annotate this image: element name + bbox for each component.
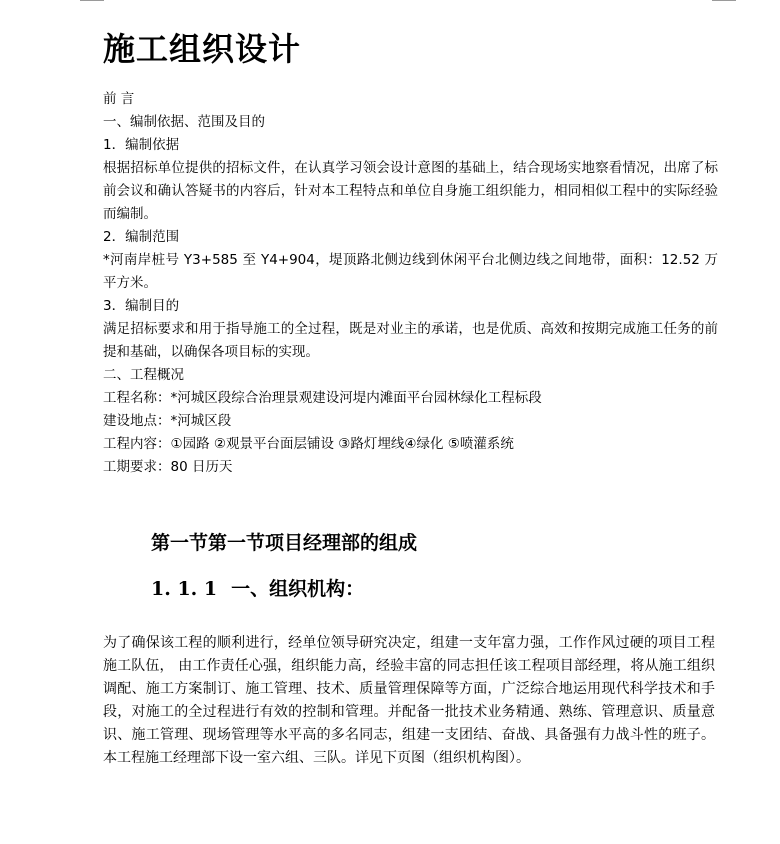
purpose-paragraph: 满足招标要求和用于指导施工的全过程，既是对业主的承诺，也是优质、高效和按期完成施工任务的前提和基础，以确保各项目标的实现。: [103, 321, 718, 360]
organization-paragraph: 为了确保该工程的顺利进行，经单位领导研究决定，组建一支年富力强，工作作风过硬的项目工程施工队伍， 由工作责任心强，组织能力高，经验丰富的同志担任该工程项目部经理，将从施工组织调配、施工方案制订、施工管理、技术、质量管理保障等方面，广泛综合地运用现代科学技术和手段，对施工的全过程进行有效的控制和管理。并配备一批技术业务精通、熟练、管理意识、质量意识、施工管理、现场管理等水平高的多名同志，组建一支团结、奋战、具备强有力战斗性的班子。本工程施工经理部下设一室六组、三队。详见下页图（组织机构图）。: [103, 635, 715, 766]
project-duration: 工期要求：80 日历天: [103, 459, 233, 475]
scope-heading: 2．编制范围: [103, 229, 180, 245]
section-1-heading: 一、编制依据、范围及目的: [103, 114, 265, 130]
basis-heading: 1．编制依据: [103, 137, 180, 153]
preface-heading: 前 言: [103, 91, 135, 107]
intro-block: [103, 88, 718, 479]
subsection-title: 一、组织机构：: [231, 578, 365, 600]
page-corner-mark-right: [712, 0, 736, 1]
purpose-heading: 3．编制目的: [103, 298, 180, 314]
project-location: 建设地点：*河城区段: [103, 413, 232, 429]
page-corner-mark-left: [80, 0, 104, 1]
section-heading: 第一节第一节项目经理部的组成: [151, 532, 418, 554]
scope-paragraph: *河南岸桩号 Y3+585 至 Y4+904，堤顶路北侧边线到休闲平台北侧边线之间地带，面积：12.52 万平方米。: [103, 252, 718, 291]
basis-paragraph: 根据招标单位提供的招标文件，在认真学习领会设计意图的基础上，结合现场实地察看情况，出席了标前会议和确认答疑书的内容后，针对本工程特点和单位自身施工组织能力，相同相似工程中的实际经验而编制。: [103, 160, 718, 222]
project-name: 工程名称：*河城区段综合治理景观建设河堤内滩面平台园林绿化工程标段: [103, 390, 542, 406]
subsection-number: 1. 1. 1: [151, 578, 218, 600]
project-content: 工程内容：①园路 ②观景平台面层铺设 ③路灯埋线④绿化 ⑤喷灌系统: [103, 436, 514, 452]
section-2-heading: 二、工程概况: [103, 367, 184, 383]
subsection-heading: [151, 574, 364, 601]
document-title: 施工组织设计: [103, 30, 302, 68]
